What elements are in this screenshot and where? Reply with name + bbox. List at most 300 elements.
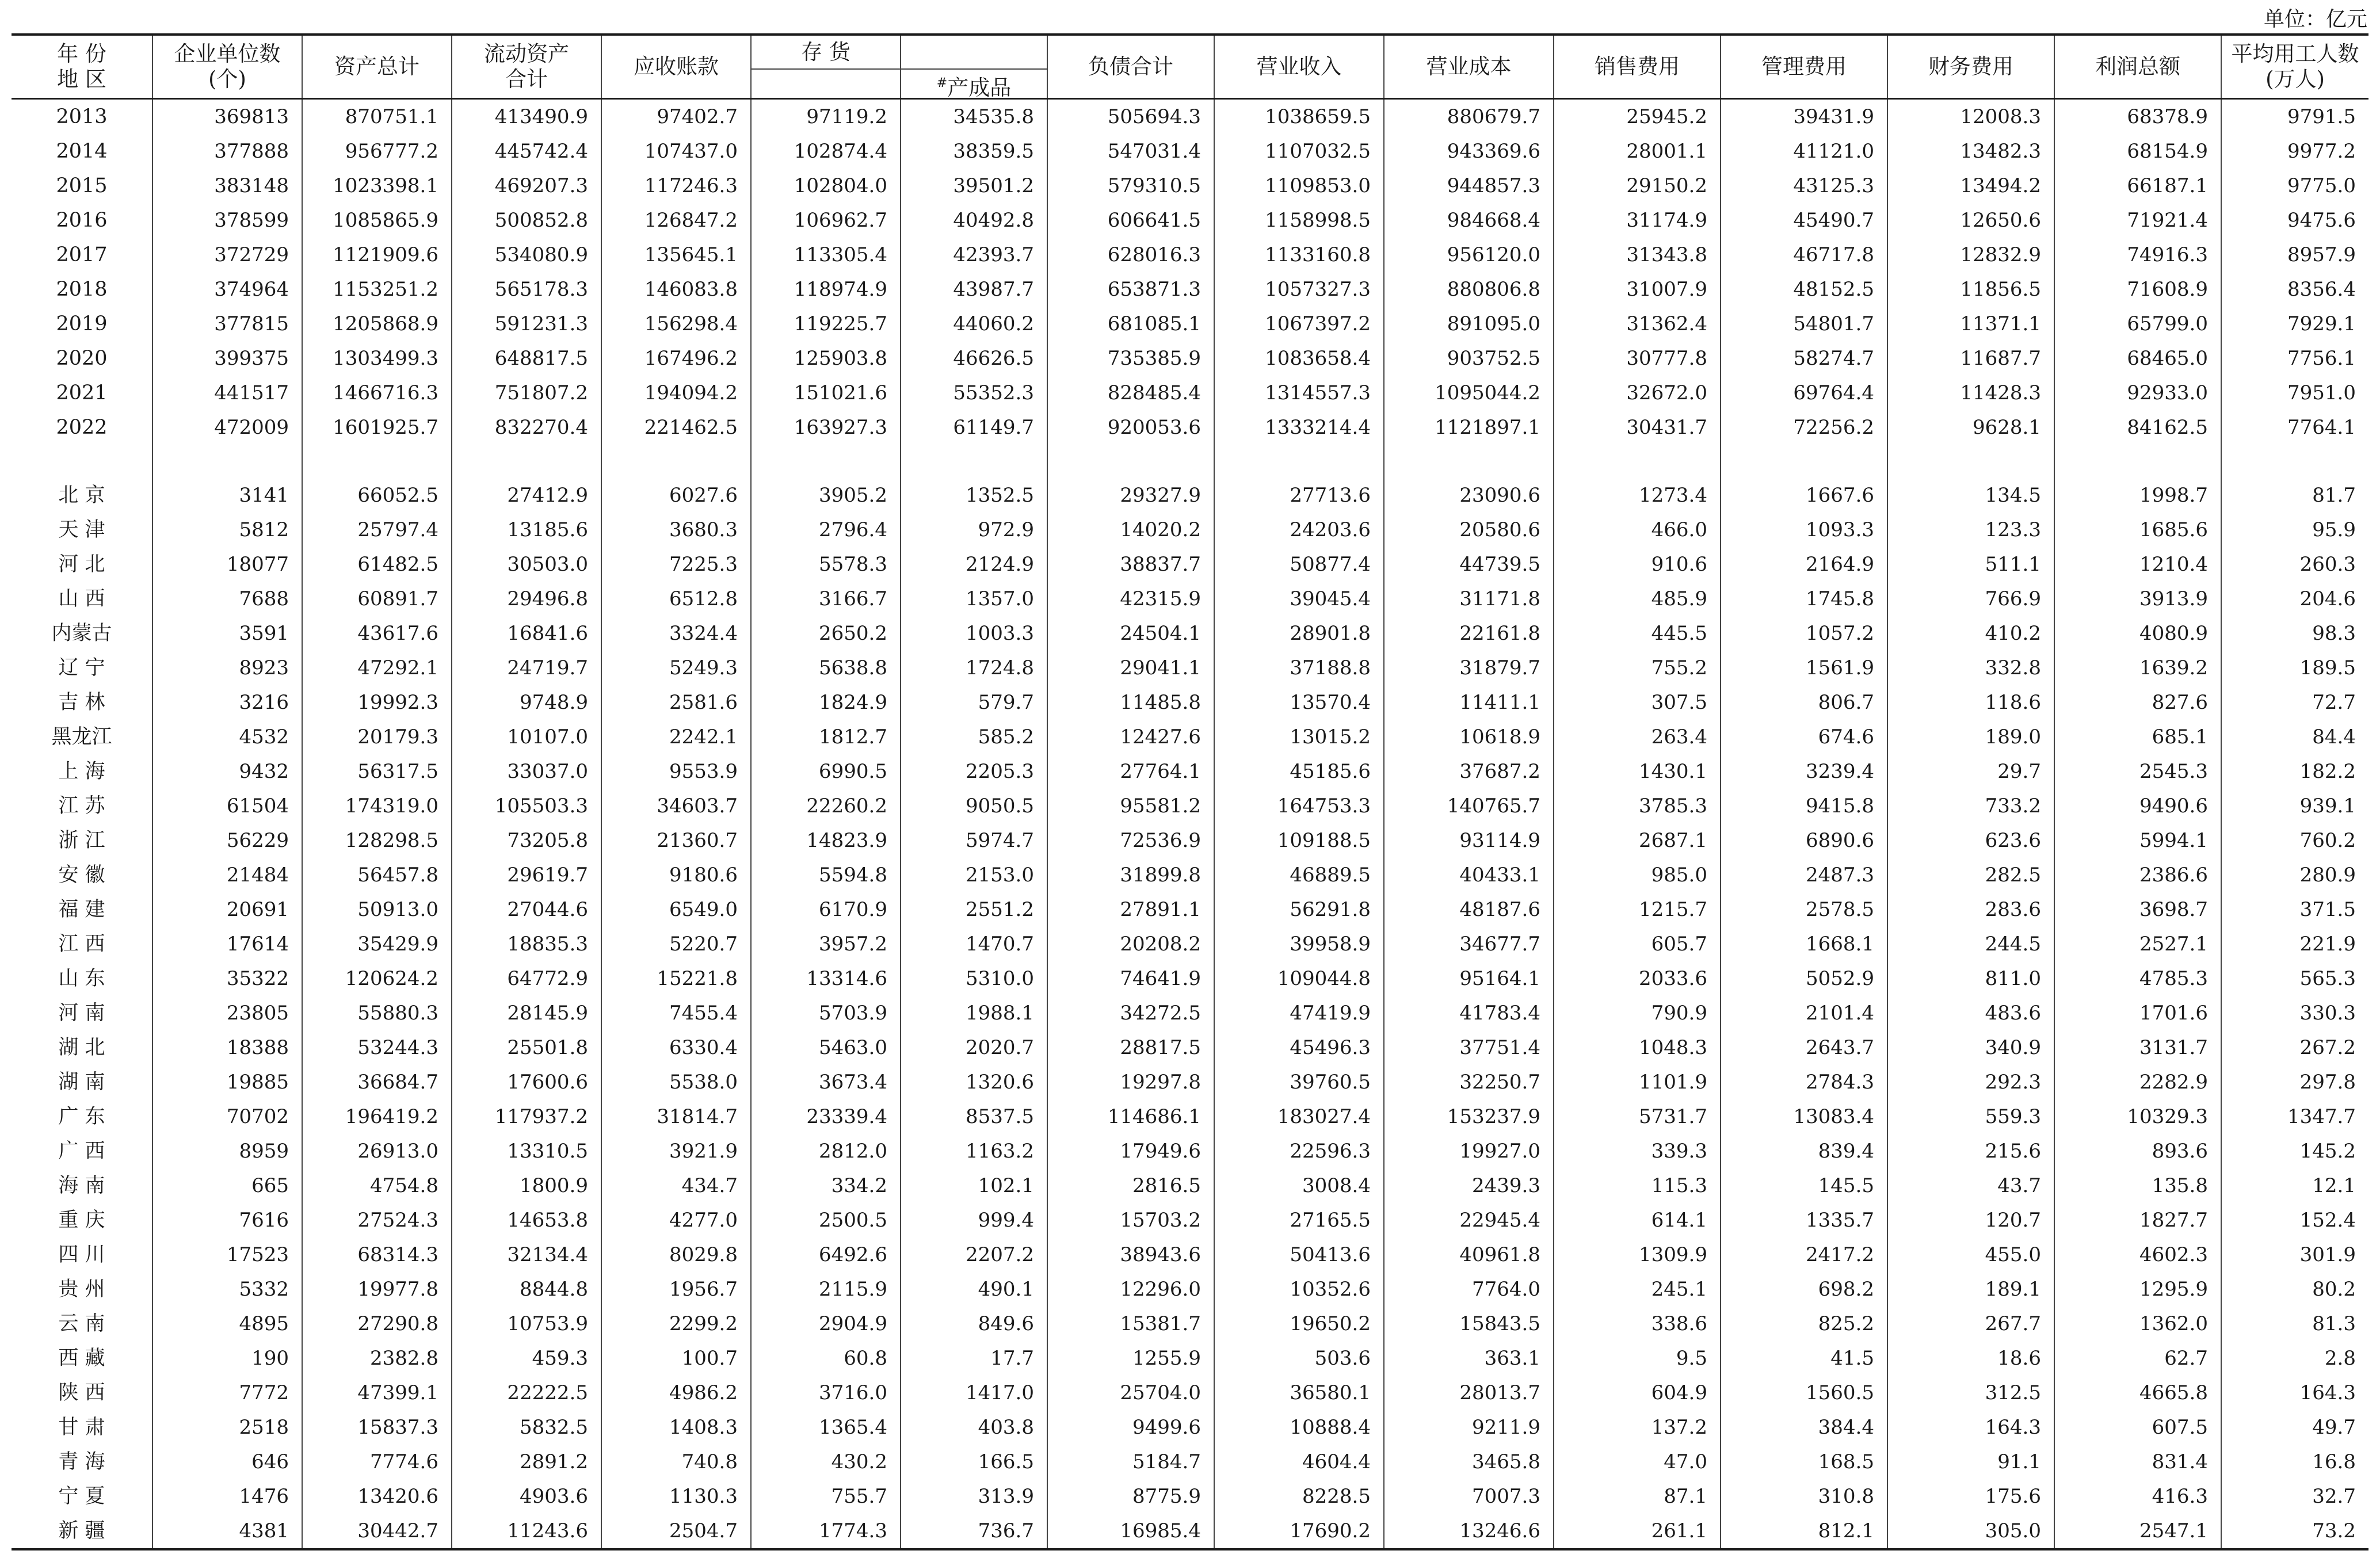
- table-cell: 84.4: [2221, 720, 2368, 754]
- table-cell: 71921.4: [2054, 203, 2221, 238]
- table-cell: 118974.9: [751, 272, 901, 307]
- table-cell: 2386.6: [2054, 858, 2221, 892]
- table-cell: 313.9: [901, 1479, 1047, 1514]
- table-cell: 91.1: [1887, 1445, 2054, 1479]
- table-cell: 9050.5: [901, 789, 1047, 823]
- table-cell: 2299.2: [601, 1307, 751, 1341]
- table-cell: 9415.8: [1721, 789, 1887, 823]
- table-cell: 24203.6: [1214, 513, 1384, 547]
- table-cell: 1470.7: [901, 927, 1047, 961]
- table-cell: 1827.7: [2054, 1203, 2221, 1238]
- table-cell: 12650.6: [1887, 203, 2054, 238]
- table-cell: 16.8: [2221, 1445, 2368, 1479]
- table-cell: 39760.5: [1214, 1065, 1384, 1099]
- table-cell: 1408.3: [601, 1410, 751, 1445]
- table-cell: 1800.9: [452, 1168, 601, 1203]
- table-cell: 3913.9: [2054, 582, 2221, 616]
- table-cell: 3905.2: [751, 478, 901, 513]
- table-cell: 68378.9: [2054, 99, 2221, 135]
- table-cell: 39501.2: [901, 169, 1047, 203]
- table-cell: 565178.3: [452, 272, 601, 307]
- table-cell: 20179.3: [302, 720, 452, 754]
- table-cell: 607.5: [2054, 1410, 2221, 1445]
- table-cell: 338.6: [1554, 1307, 1721, 1341]
- table-cell: 43.7: [1887, 1168, 2054, 1203]
- table-cell: 107437.0: [601, 134, 751, 169]
- table-cell: 39045.4: [1214, 582, 1384, 616]
- table-cell: 1601925.7: [302, 410, 452, 445]
- region-row: [12, 927, 2368, 961]
- region-row: [12, 1065, 2368, 1099]
- table-cell: 2115.9: [751, 1272, 901, 1307]
- table-cell: 766.9: [1887, 582, 2054, 616]
- table-cell: 2282.9: [2054, 1065, 2221, 1099]
- table-cell: 372729: [152, 238, 302, 272]
- table-cell: 61482.5: [302, 547, 452, 582]
- table-cell: 7772: [152, 1376, 302, 1410]
- header-total-assets: 资产总计: [302, 35, 452, 99]
- table-cell: 1101.9: [1554, 1065, 1721, 1099]
- region-cell: 北 京: [58, 484, 105, 507]
- table-cell: 999.4: [901, 1203, 1047, 1238]
- table-cell: 3008.4: [1214, 1168, 1384, 1203]
- table-cell: 1812.7: [751, 720, 901, 754]
- table-cell: 23805: [152, 996, 302, 1030]
- table-cell: 5638.8: [751, 651, 901, 685]
- table-cell: 1998.7: [2054, 478, 2221, 513]
- table-cell: 585.2: [901, 720, 1047, 754]
- region-row: [12, 858, 2368, 892]
- table-cell: 1309.9: [1554, 1238, 1721, 1272]
- table-cell: 334.2: [751, 1168, 901, 1203]
- table-cell: 68154.9: [2054, 134, 2221, 169]
- table-cell: 8957.9: [2221, 238, 2368, 272]
- year-label: 年 份: [57, 41, 106, 66]
- table-cell: 30503.0: [452, 547, 601, 582]
- region-row: [12, 892, 2368, 927]
- table-cell: 8537.5: [901, 1099, 1047, 1134]
- table-cell: 174319.0: [302, 789, 452, 823]
- region-cell: 安 徽: [58, 864, 105, 887]
- table-cell: 740.8: [601, 1445, 751, 1479]
- table-cell: 64772.9: [452, 961, 601, 996]
- table-cell: 135.8: [2054, 1168, 2221, 1203]
- table-cell: 245.1: [1554, 1272, 1721, 1307]
- table-cell: 3921.9: [601, 1134, 751, 1168]
- table-cell: 17949.6: [1047, 1134, 1214, 1168]
- region-row: [12, 1514, 2368, 1549]
- table-cell: 119225.7: [751, 307, 901, 341]
- table-cell: 31171.8: [1384, 582, 1554, 616]
- table-cell: 46717.8: [1721, 238, 1887, 272]
- region-cell: 黑龙江: [51, 725, 112, 748]
- region-row: [12, 1410, 2368, 1445]
- table-cell: 36684.7: [302, 1065, 452, 1099]
- table-cell: 28145.9: [452, 996, 601, 1030]
- industrial-enterprises-table: [12, 33, 2368, 1550]
- table-cell: 1057.2: [1721, 616, 1887, 651]
- table-cell: 81.3: [2221, 1307, 2368, 1341]
- table-cell: 26913.0: [302, 1134, 452, 1168]
- region-row: [12, 789, 2368, 823]
- region-cell: 重 庆: [58, 1209, 105, 1232]
- table-cell: 7616: [152, 1203, 302, 1238]
- table-cell: 24504.1: [1047, 616, 1214, 651]
- table-cell: 505694.3: [1047, 99, 1214, 135]
- table-cell: 13185.6: [452, 513, 601, 547]
- table-cell: 466.0: [1554, 513, 1721, 547]
- header-row: [12, 35, 2368, 99]
- table-cell: 870751.1: [302, 99, 452, 135]
- region-cell: 福 建: [58, 898, 105, 921]
- table-cell: 301.9: [2221, 1238, 2368, 1272]
- table-cell: 2020.7: [901, 1030, 1047, 1065]
- table-cell: 19927.0: [1384, 1134, 1554, 1168]
- table-cell: 13015.2: [1214, 720, 1384, 754]
- table-cell: 17614: [152, 927, 302, 961]
- table-cell: 71608.9: [2054, 272, 2221, 307]
- table-cell: 19650.2: [1214, 1307, 1384, 1341]
- table-cell: 41.5: [1721, 1341, 1887, 1376]
- table-cell: 22945.4: [1384, 1203, 1554, 1238]
- year-row: [12, 169, 2368, 203]
- table-cell: 74641.9: [1047, 961, 1214, 996]
- table-cell: 34603.7: [601, 789, 751, 823]
- table-cell: 47.0: [1554, 1445, 1721, 1479]
- table-cell: 25945.2: [1554, 99, 1721, 135]
- table-cell: 374964: [152, 272, 302, 307]
- table-cell: 1158998.5: [1214, 203, 1384, 238]
- table-cell: 80.2: [2221, 1272, 2368, 1307]
- table-cell: 55352.3: [901, 376, 1047, 410]
- table-cell: 363.1: [1384, 1341, 1554, 1376]
- region-row: [12, 720, 2368, 754]
- table-cell: 9977.2: [2221, 134, 2368, 169]
- table-cell: 292.3: [1887, 1065, 2054, 1099]
- table-cell: 24719.7: [452, 651, 601, 685]
- table-cell: 43617.6: [302, 616, 452, 651]
- table-cell: 5703.9: [751, 996, 901, 1030]
- table-cell: 29.7: [1887, 754, 2054, 789]
- table-cell: 1667.6: [1721, 478, 1887, 513]
- table-cell: 109044.8: [1214, 961, 1384, 996]
- table-cell: 14020.2: [1047, 513, 1214, 547]
- table-cell: 2242.1: [601, 720, 751, 754]
- table-cell: 5731.7: [1554, 1099, 1721, 1134]
- table-cell: 194094.2: [601, 376, 751, 410]
- table-cell: 2124.9: [901, 547, 1047, 582]
- table-cell: 283.6: [1887, 892, 2054, 927]
- table-cell: 943369.6: [1384, 134, 1554, 169]
- table-cell: 19885: [152, 1065, 302, 1099]
- table-cell: 74916.3: [2054, 238, 2221, 272]
- table-cell: 11856.5: [1887, 272, 2054, 307]
- table-cell: 985.0: [1554, 858, 1721, 892]
- table-cell: 25704.0: [1047, 1376, 1214, 1410]
- table-cell: 261.1: [1554, 1514, 1721, 1549]
- table-cell: 377815: [152, 307, 302, 341]
- table-cell: 1109853.0: [1214, 169, 1384, 203]
- region-row: [12, 1272, 2368, 1307]
- table-cell: 893.6: [2054, 1134, 2221, 1168]
- region-row: [12, 1238, 2368, 1272]
- table-cell: 1476: [152, 1479, 302, 1514]
- table-cell: 37188.8: [1214, 651, 1384, 685]
- table-cell: 339.3: [1554, 1134, 1721, 1168]
- table-cell: 27764.1: [1047, 754, 1214, 789]
- table-cell: 29327.9: [1047, 478, 1214, 513]
- table-cell: 469207.3: [452, 169, 601, 203]
- year-cell: 2017: [56, 243, 108, 266]
- table-cell: 1215.7: [1554, 892, 1721, 927]
- table-cell: 115.3: [1554, 1168, 1721, 1203]
- region-row: [12, 961, 2368, 996]
- table-cell: 45496.3: [1214, 1030, 1384, 1065]
- year-row: [12, 307, 2368, 341]
- table-cell: 38359.5: [901, 134, 1047, 169]
- table-cell: 1093.3: [1721, 513, 1887, 547]
- table-cell: 2101.4: [1721, 996, 1887, 1030]
- table-cell: 282.5: [1887, 858, 2054, 892]
- table-cell: 3216: [152, 685, 302, 720]
- table-cell: 10888.4: [1214, 1410, 1384, 1445]
- table-cell: 204.6: [2221, 582, 2368, 616]
- table-cell: 685.1: [2054, 720, 2221, 754]
- table-cell: 1083658.4: [1214, 341, 1384, 376]
- table-cell: 50913.0: [302, 892, 452, 927]
- table-cell: 60.8: [751, 1341, 901, 1376]
- header-inventory: [751, 35, 901, 99]
- table-cell: 760.2: [2221, 823, 2368, 858]
- region-row: [12, 547, 2368, 582]
- table-cell: 10329.3: [2054, 1099, 2221, 1134]
- table-cell: 9.5: [1554, 1341, 1721, 1376]
- table-cell: 19297.8: [1047, 1065, 1214, 1099]
- region-cell: 新 疆: [58, 1519, 105, 1542]
- table-cell: 972.9: [901, 513, 1047, 547]
- table-cell: 459.3: [452, 1341, 601, 1376]
- table-cell: 831.4: [2054, 1445, 2221, 1479]
- table-cell: 511.1: [1887, 547, 2054, 582]
- table-cell: 648817.5: [452, 341, 601, 376]
- table-cell: 23339.4: [751, 1099, 901, 1134]
- table-cell: 120624.2: [302, 961, 452, 996]
- table-cell: 31362.4: [1554, 307, 1721, 341]
- table-cell: 53244.3: [302, 1030, 452, 1065]
- table-cell: 903752.5: [1384, 341, 1554, 376]
- table-cell: 1561.9: [1721, 651, 1887, 685]
- table-cell: 4903.6: [452, 1479, 601, 1514]
- table-cell: 40433.1: [1384, 858, 1554, 892]
- table-cell: 100.7: [601, 1341, 751, 1376]
- table-cell: 13314.6: [751, 961, 901, 996]
- year-row: [12, 99, 2368, 135]
- table-cell: 22596.3: [1214, 1134, 1384, 1168]
- header-total-profit: 利润总额: [2054, 35, 2221, 99]
- table-cell: 221462.5: [601, 410, 751, 445]
- table-cell: 56317.5: [302, 754, 452, 789]
- table-cell: 1133160.8: [1214, 238, 1384, 272]
- table-cell: 163927.3: [751, 410, 901, 445]
- table-cell: 2153.0: [901, 858, 1047, 892]
- table-cell: 6890.6: [1721, 823, 1887, 858]
- table-cell: 4604.4: [1214, 1445, 1384, 1479]
- header-financial-expenses: 财务费用: [1887, 35, 2054, 99]
- table-cell: 27891.1: [1047, 892, 1214, 927]
- table-cell: 128298.5: [302, 823, 452, 858]
- table-cell: 3680.3: [601, 513, 751, 547]
- table-cell: 1295.9: [2054, 1272, 2221, 1307]
- unit-label: 单位：亿元: [2263, 7, 2367, 31]
- table-cell: 1560.5: [1721, 1376, 1887, 1410]
- table-cell: 32250.7: [1384, 1065, 1554, 1099]
- table-cell: 5463.0: [751, 1030, 901, 1065]
- table-cell: 579.7: [901, 685, 1047, 720]
- table-cell: 2518: [152, 1410, 302, 1445]
- table-cell: 646: [152, 1445, 302, 1479]
- finished-goods-label: 产成品: [947, 75, 1012, 100]
- table-cell: 17690.2: [1214, 1514, 1384, 1549]
- table-cell: 579310.5: [1047, 169, 1214, 203]
- table-cell: 2891.2: [452, 1445, 601, 1479]
- year-row: [12, 272, 2368, 307]
- table-cell: 5594.8: [751, 858, 901, 892]
- table-cell: 403.8: [901, 1410, 1047, 1445]
- table-cell: 11371.1: [1887, 307, 2054, 341]
- table-cell: 534080.9: [452, 238, 601, 272]
- table-cell: 49.7: [2221, 1410, 2368, 1445]
- region-cell: 湖 南: [58, 1071, 105, 1094]
- table-cell: 751807.2: [452, 376, 601, 410]
- table-cell: 8844.8: [452, 1272, 601, 1307]
- table-cell: 735385.9: [1047, 341, 1214, 376]
- table-cell: 2487.3: [1721, 858, 1887, 892]
- table-cell: 7688: [152, 582, 302, 616]
- table-cell: 6549.0: [601, 892, 751, 927]
- table-cell: 1107032.5: [1214, 134, 1384, 169]
- region-row: [12, 1203, 2368, 1238]
- table-cell: 117937.2: [452, 1099, 601, 1134]
- table-cell: 42393.7: [901, 238, 1047, 272]
- region-cell: 云 南: [58, 1312, 105, 1335]
- table-cell: 48187.6: [1384, 892, 1554, 927]
- table-cell: 5310.0: [901, 961, 1047, 996]
- table-cell: 38943.6: [1047, 1238, 1214, 1272]
- table-cell: 5812: [152, 513, 302, 547]
- table-cell: 4785.3: [2054, 961, 2221, 996]
- table-cell: 30431.7: [1554, 410, 1721, 445]
- table-cell: 95164.1: [1384, 961, 1554, 996]
- table-cell: 167496.2: [601, 341, 751, 376]
- table-cell: 310.8: [1721, 1479, 1887, 1514]
- region-row: [12, 1479, 2368, 1514]
- table-cell: 9553.9: [601, 754, 751, 789]
- table-cell: 164753.3: [1214, 789, 1384, 823]
- table-cell: 7951.0: [2221, 376, 2368, 410]
- region-row: [12, 513, 2368, 547]
- table-cell: 47292.1: [302, 651, 452, 685]
- table-cell: 312.5: [1887, 1376, 2054, 1410]
- table-cell: 4665.8: [2054, 1376, 2221, 1410]
- header-cost: 营业成本: [1384, 35, 1554, 99]
- table-cell: 455.0: [1887, 1238, 2054, 1272]
- table-cell: 2812.0: [751, 1134, 901, 1168]
- table-cell: 1988.1: [901, 996, 1047, 1030]
- table-cell: 15221.8: [601, 961, 751, 996]
- header-total-liabilities: 负债合计: [1047, 35, 1214, 99]
- table-cell: 11243.6: [452, 1514, 601, 1549]
- table-cell: 698.2: [1721, 1272, 1887, 1307]
- table-cell: 17.7: [901, 1341, 1047, 1376]
- table-cell: 21360.7: [601, 823, 751, 858]
- table-cell: 44739.5: [1384, 547, 1554, 582]
- table-cell: 441517: [152, 376, 302, 410]
- table-cell: 2578.5: [1721, 892, 1887, 927]
- table-cell: 13083.4: [1721, 1099, 1887, 1134]
- region-row: [12, 582, 2368, 616]
- table-cell: 244.5: [1887, 927, 2054, 961]
- region-cell: 辽 宁: [58, 656, 105, 679]
- region-cell: 湖 北: [58, 1036, 105, 1059]
- region-cell: 贵 州: [58, 1278, 105, 1301]
- table-cell: 5538.0: [601, 1065, 751, 1099]
- table-cell: 1430.1: [1554, 754, 1721, 789]
- table-cell: 68314.3: [302, 1238, 452, 1272]
- table-cell: 66052.5: [302, 478, 452, 513]
- table-cell: 9490.6: [2054, 789, 2221, 823]
- table-cell: 15703.2: [1047, 1203, 1214, 1238]
- table-cell: 106962.7: [751, 203, 901, 238]
- table-cell: 62.7: [2054, 1341, 2221, 1376]
- table-cell: 920053.6: [1047, 410, 1214, 445]
- table-cell: 45185.6: [1214, 754, 1384, 789]
- table-cell: 4754.8: [302, 1168, 452, 1203]
- table-cell: 1153251.2: [302, 272, 452, 307]
- table-cell: 22161.8: [1384, 616, 1554, 651]
- year-row: [12, 341, 2368, 376]
- table-cell: 4895: [152, 1307, 302, 1341]
- table-cell: 806.7: [1721, 685, 1887, 720]
- table-cell: 31174.9: [1554, 203, 1721, 238]
- spacer-row: [12, 445, 2368, 478]
- table-body: [12, 99, 2368, 1550]
- table-cell: 1639.2: [2054, 651, 2221, 685]
- table-cell: 140765.7: [1384, 789, 1554, 823]
- table-cell: 956120.0: [1384, 238, 1554, 272]
- table-cell: 591231.3: [452, 307, 601, 341]
- table-cell: 164.3: [1887, 1410, 2054, 1445]
- table-cell: 280.9: [2221, 858, 2368, 892]
- table-cell: 43125.3: [1721, 169, 1887, 203]
- table-cell: 87.1: [1554, 1479, 1721, 1514]
- table-cell: 1085865.9: [302, 203, 452, 238]
- table-cell: 29496.8: [452, 582, 601, 616]
- year-cell: 2020: [56, 347, 108, 370]
- table-cell: 3785.3: [1554, 789, 1721, 823]
- table-cell: 681085.1: [1047, 307, 1214, 341]
- region-cell: 内蒙古: [51, 622, 112, 645]
- corner-header: [12, 35, 152, 99]
- table-cell: 72536.9: [1047, 823, 1214, 858]
- table-cell: 31879.7: [1384, 651, 1554, 685]
- table-cell: 880806.8: [1384, 272, 1554, 307]
- region-cell: 四 川: [58, 1243, 105, 1266]
- table-cell: 8959: [152, 1134, 302, 1168]
- table-cell: 56291.8: [1214, 892, 1384, 927]
- table-cell: 16841.6: [452, 616, 601, 651]
- region-row: [12, 823, 2368, 858]
- table-cell: 31814.7: [601, 1099, 751, 1134]
